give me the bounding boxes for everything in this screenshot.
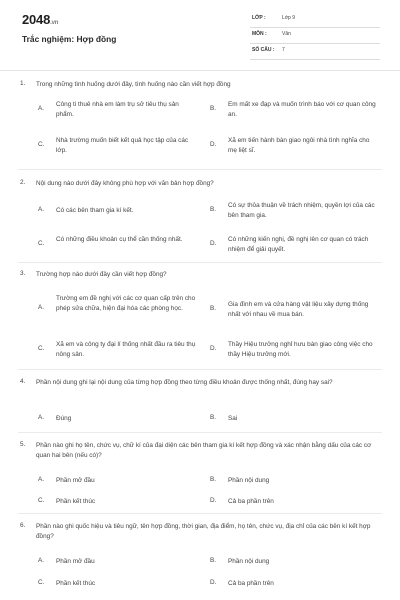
option-letter: D. (210, 239, 217, 247)
question-number: 4. (20, 378, 26, 385)
option-text: Có các bên tham gia kí kết. (56, 207, 134, 214)
option-letter: A. (38, 476, 45, 483)
meta-row-class (250, 12, 380, 28)
question-divider (18, 513, 382, 514)
option-text: Phần nội dung (228, 477, 270, 484)
option-letter: A. (38, 206, 45, 213)
option-letter: C. (38, 140, 45, 148)
quiz-title: Trắc nghiệm: Hợp đồng (22, 34, 117, 44)
option-letter: C. (38, 497, 45, 504)
option-letter: C. (38, 579, 45, 586)
question-number: 5. (20, 441, 26, 448)
option-letter: B. (210, 476, 217, 483)
option-letter: C. (38, 344, 45, 352)
option-letter: D. (210, 140, 217, 148)
option-letter: B. (210, 205, 217, 213)
option-text: Phần mở đầu (56, 477, 95, 484)
option-letter: D. (210, 344, 217, 352)
question-divider (18, 369, 382, 370)
option-text: Phần kết thúc (56, 580, 96, 587)
option-letter: B. (210, 304, 217, 312)
site-logo[interactable] (22, 12, 58, 27)
option-text: Có những kiến nghị, đề nghị lên cơ quan có trách nhiệm để giải quyết. (228, 236, 369, 253)
option-text: Phần mở đầu (56, 558, 95, 565)
page-header (0, 0, 400, 66)
option-text: Có những điều khoản cụ thể cần thống nhất. (56, 236, 183, 243)
option-text: Gia đình em và cửa hàng vật liệu xây dựng thống nhất với nhau về mua bán. (228, 301, 369, 318)
quiz-meta (250, 12, 380, 60)
meta-row-count (250, 44, 380, 60)
meta-value: 7 (282, 47, 285, 53)
question-text: Phần nào ghi họ tên, chức vụ, chữ kí của đại diện các bên tham gia kí kết hợp đồng và xác nhận bằng dấu của các cơ quan hai bên (nếu có)? (36, 442, 372, 459)
option-text: Cả ba phần trên (228, 580, 274, 587)
option-text: Sai (228, 415, 238, 422)
option-letter: B. (210, 104, 217, 112)
header-divider (0, 70, 400, 71)
option-text: Cả ba phần trên (228, 498, 274, 505)
option-text: Xã em tiến hành bàn giao ngôi nhà tình nghĩa cho mẹ liệt sĩ. (228, 137, 370, 154)
meta-value: Văn (282, 31, 291, 37)
logo-main: 2048 (22, 12, 51, 27)
question-text: Nội dung nào dưới đây không phù hợp với văn bản hợp đồng? (36, 180, 214, 187)
option-letter: A. (38, 414, 45, 421)
question-number: 1. (20, 80, 26, 87)
question-number: 6. (20, 522, 26, 529)
option-text: Thầy Hiệu trưởng nghỉ hưu bàn giao công việc cho thầy Hiệu trưởng mới. (228, 341, 373, 358)
option-text: Có sự thỏa thuận về trách nhiệm, quyền lợi của các bên tham gia. (228, 202, 375, 219)
option-letter: A. (38, 303, 45, 311)
option-letter: C. (38, 239, 45, 247)
question-text: Phần nội dung ghi lại nội dung của từng hợp đồng theo từng điều khoản được thống nhất, đúng hay sai? (36, 379, 333, 386)
question-divider (18, 432, 382, 433)
option-text: Em mất xe đạp và muốn trình báo với cơ quan công an. (228, 101, 376, 118)
question-text: Phần nào ghi quốc hiệu và tiêu ngữ, tên hợp đồng, thời gian, địa điểm, họ tên, chức vụ, địa chỉ của các bên kí kết hợp đồng? (36, 523, 371, 540)
option-text: Nhà trường muốn biết kết quả học tập của các lớp. (56, 137, 189, 154)
meta-value: Lớp 9 (282, 15, 296, 21)
meta-label: LỚP : (252, 15, 266, 21)
option-text: Công ti thuê nhà em làm trụ sở tiêu thụ sản phẩm. (56, 101, 179, 118)
option-text: Xã em và công ty đại lí thống nhất đầu ra tiêu thụ nông sản. (56, 341, 196, 358)
question-divider (18, 262, 382, 263)
question-number: 3. (20, 270, 26, 277)
option-letter: B. (210, 557, 217, 564)
option-letter: D. (210, 497, 217, 504)
question-text: Trường hợp nào dưới đây cần viết hợp đồng? (36, 271, 167, 278)
option-letter: A. (38, 557, 45, 564)
meta-label: MÔN : (252, 31, 267, 37)
logo-suffix: .vn (50, 20, 59, 26)
option-text: Đúng (56, 415, 72, 422)
option-text: Phần nội dung (228, 558, 270, 565)
question-number: 2. (20, 179, 26, 186)
meta-label: SỐ CÂU : (252, 47, 275, 53)
option-letter: A. (38, 104, 45, 112)
meta-row-subject (250, 28, 380, 44)
option-text: Phần kết thúc (56, 498, 96, 505)
option-text: Trường em đề nghị với các cơ quan cấp trên cho phép sửa chữa, hiện đại hóa các phòng học. (56, 295, 196, 312)
question-divider (18, 169, 382, 170)
question-text: Trong những tình huống dưới đây, tình huống nào cần viết hợp đồng (36, 81, 231, 88)
option-letter: B. (210, 414, 217, 421)
option-letter: D. (210, 579, 217, 586)
